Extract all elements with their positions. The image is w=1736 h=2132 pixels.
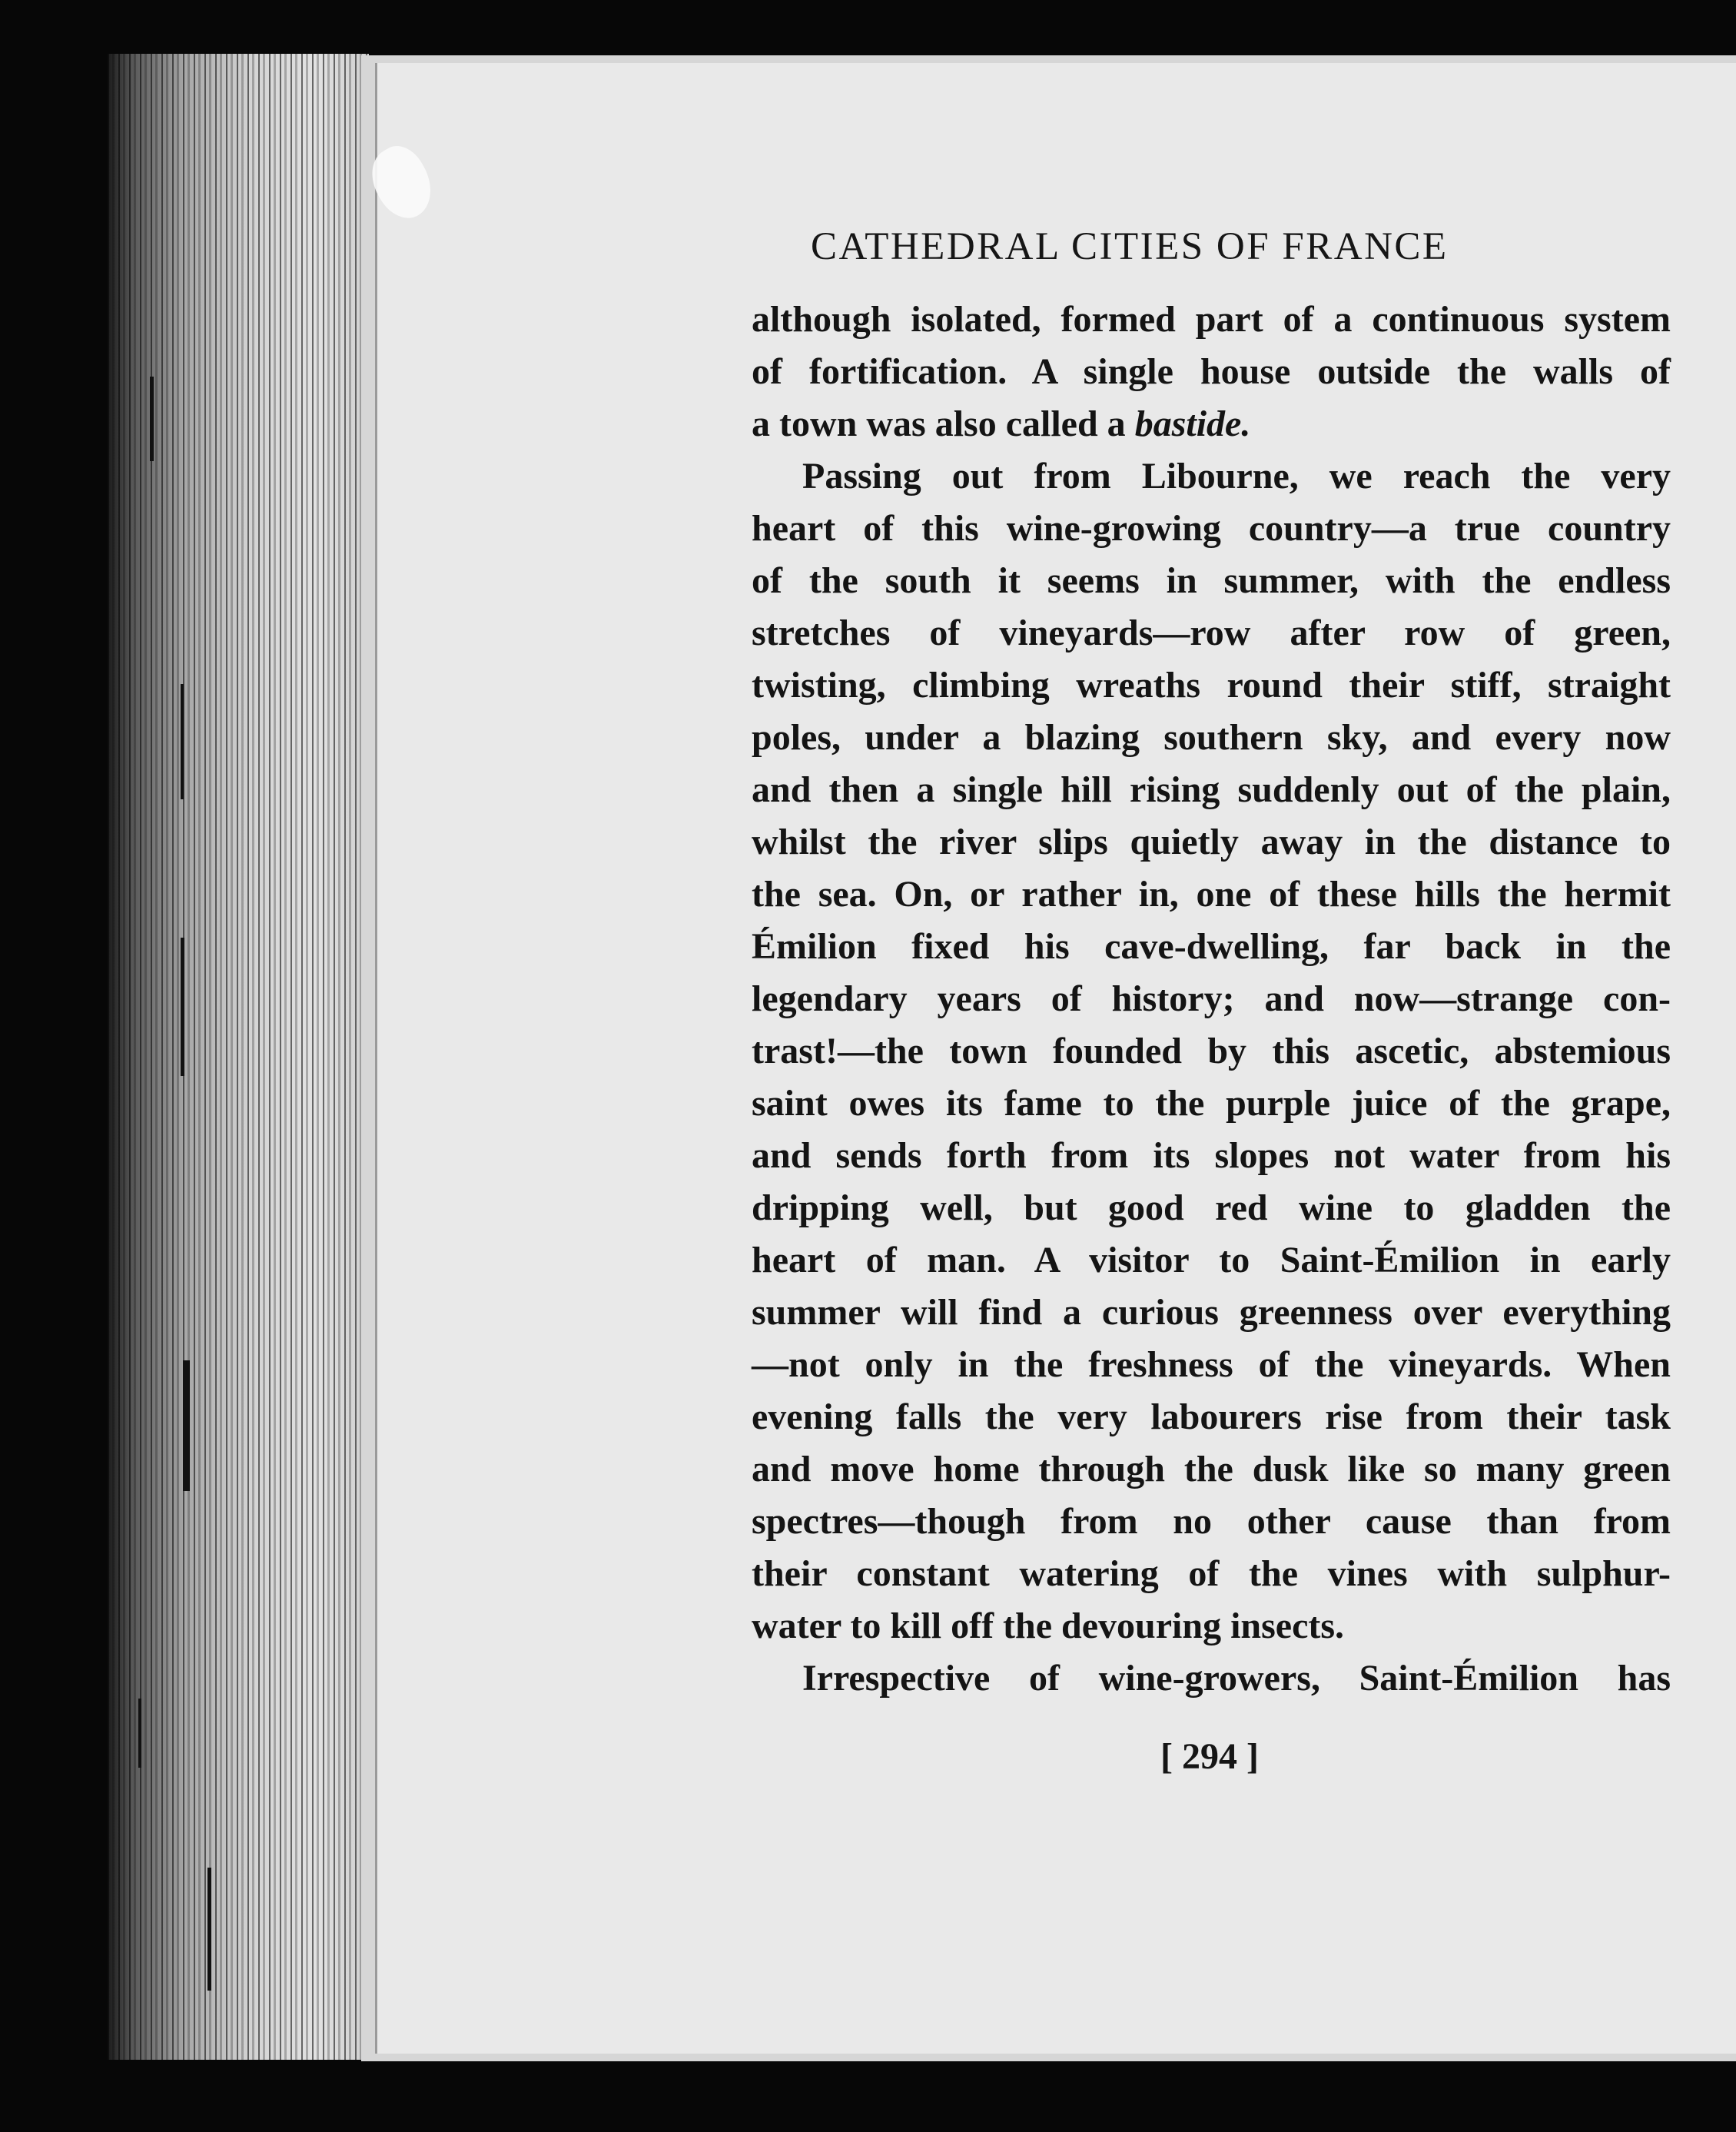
text-line: Passing out from Libourne, we reach the very bbox=[802, 456, 1671, 496]
text-line: and sends forth from its slopes not water from his bbox=[752, 1135, 1671, 1176]
text-run: a town was also called a bbox=[752, 403, 1126, 444]
text-line: heart of man. A visitor to Saint-Émilion in early bbox=[752, 1240, 1671, 1280]
running-head: CATHEDRAL CITIES OF FRANCE bbox=[811, 225, 1449, 268]
text-line: their constant watering of the vines with sulphur- bbox=[752, 1553, 1671, 1594]
text-line: spectres—though from no other cause than from bbox=[752, 1501, 1671, 1542]
text-line: and move home through the dusk like so many green bbox=[752, 1449, 1671, 1489]
text-line: heart of this wine-growing country—a true country bbox=[752, 508, 1671, 549]
text-line: water to kill off the devouring insects. bbox=[752, 1606, 1345, 1646]
text-line: the sea. On, or rather in, one of these hills the hermit bbox=[752, 874, 1671, 915]
text-line: —not only in the freshness of the vineyards. When bbox=[752, 1344, 1671, 1385]
text-line: of the south it seems in summer, with the endless bbox=[752, 560, 1671, 601]
text-line: and then a single hill rising suddenly out of the plain, bbox=[752, 769, 1671, 810]
edge-mark bbox=[181, 684, 184, 799]
edge-mark bbox=[207, 1868, 211, 1991]
text-line: twisting, climbing wreaths round their stiff, straight bbox=[752, 665, 1671, 706]
edge-mark bbox=[181, 938, 184, 1076]
edge-mark bbox=[183, 1360, 190, 1491]
text-line: summer will find a curious greenness over everything bbox=[752, 1292, 1671, 1333]
edge-mark bbox=[138, 1699, 141, 1768]
text-line: Émilion fixed his cave-dwelling, far back in the bbox=[752, 926, 1671, 967]
text-line: saint owes its fame to the purple juice of the grape, bbox=[752, 1083, 1671, 1124]
text-line bbox=[752, 401, 1250, 447]
italic-term: bastide. bbox=[1134, 403, 1251, 444]
text-line: trast!—the town founded by this ascetic, abstemious bbox=[752, 1031, 1671, 1071]
edge-mark bbox=[150, 377, 154, 461]
text-line: legendary years of history; and now—strange con- bbox=[752, 978, 1671, 1019]
page-number: [ 294 ] bbox=[1160, 1736, 1259, 1777]
text-line: although isolated, formed part of a continuous system bbox=[752, 299, 1671, 340]
text-line: whilst the river slips quietly away in the distance to bbox=[752, 822, 1671, 862]
book-page-edges bbox=[108, 54, 369, 2060]
text-line: evening falls the very labourers rise from their task bbox=[752, 1396, 1671, 1437]
text-line: poles, under a blazing southern sky, and every now bbox=[752, 717, 1671, 758]
text-line: stretches of vineyards—row after row of green, bbox=[752, 613, 1671, 653]
text-line: of fortification. A single house outside the walls of bbox=[752, 351, 1671, 392]
text-line: Irrespective of wine-growers, Saint-Émilion has bbox=[802, 1658, 1671, 1699]
text-line: dripping well, but good red wine to gladden the bbox=[752, 1187, 1671, 1228]
